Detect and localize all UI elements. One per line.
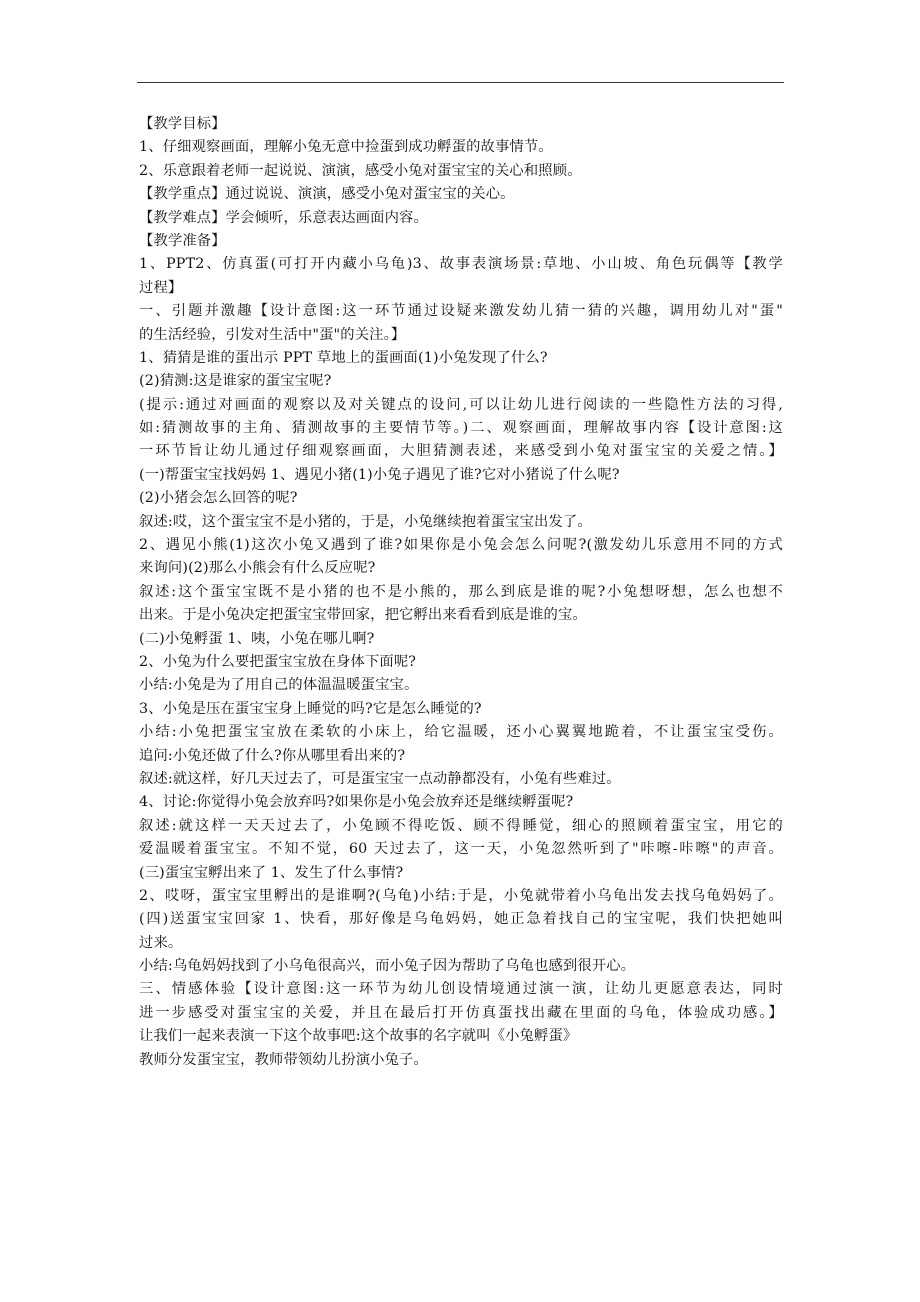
- text-line: (2)小猪会怎么回答的呢?: [139, 490, 298, 507]
- text-line: (提示:通过对画面的观察以及对关键点的设问,可以让幼儿进行阅读的一些隐性方法的习得,: [139, 396, 783, 413]
- text-line: 爱温暖着蛋宝宝。不知不觉，60 天过去了，这一天，小兔忽然听到了"咔嚓-咔嚓"的声音。: [139, 841, 783, 858]
- text-line: 【教学重点】通过说说、演演，感受小兔对蛋宝宝的关心。: [139, 186, 515, 203]
- text-line: 一、引题并激趣【设计意图:这一环节通过设疑来激发幼儿猜一猜的兴趣，调用幼儿对"蛋": [139, 303, 783, 320]
- text-line: (2)猜测:这是谁家的蛋宝宝呢?: [139, 373, 332, 390]
- text-line: 【教学难点】学会倾听，乐意表达画面内容。: [139, 209, 428, 226]
- text-line: 过程】: [139, 279, 183, 296]
- text-line: 小结:乌龟妈妈找到了小乌龟很高兴，而小兔子因为帮助了乌龟也感到很开心。: [139, 958, 636, 975]
- text-line: 的生活经验，引发对生活中"蛋"的关注。】: [139, 326, 406, 343]
- text-line: 小结:小兔把蛋宝宝放在柔软的小床上，给它温暖，还小心翼翼地跪着，不让蛋宝宝受伤。: [139, 724, 783, 741]
- text-line: 三、情感体验【设计意图:这一环节为幼儿创设情境通过演一演，让幼儿更愿意表达，同时: [139, 981, 783, 998]
- document-body: [139, 113, 783, 1072]
- text-line: 1、猜猜是谁的蛋出示 PPT 草地上的蛋画面(1)小兔发现了什么?: [139, 349, 548, 366]
- text-line: (三)蛋宝宝孵出来了 1、发生了什么事情?: [139, 864, 404, 881]
- text-line: 叙述:这个蛋宝宝既不是小猪的也不是小熊的，那么到底是谁的呢?小兔想呀想，怎么也想不: [139, 583, 783, 600]
- text-line: 来询问)(2)那么小熊会有什么反应呢?: [139, 560, 376, 577]
- text-line: 进一步感受对蛋宝宝的关爱，并且在最后打开仿真蛋找出藏在里面的乌龟，体验成功感。】: [139, 1004, 783, 1021]
- text-line: 【教学准备】: [139, 232, 226, 249]
- text-line: 叙述:就这样，好几天过去了，可是蛋宝宝一点动静都没有，小兔有些难过。: [139, 770, 621, 787]
- text-line: 追问:小兔还做了什么?你从哪里看出来的?: [139, 747, 406, 764]
- text-line: 2、哎呀，蛋宝宝里孵出的是谁啊?(乌龟)小结:于是，小兔就带着小乌龟出发去找乌龟妈妈了。: [139, 887, 783, 904]
- text-line: 一环节旨让幼儿通过仔细观察画面，大胆猜测表述，来感受到小兔对蛋宝宝的关爱之情。】: [139, 443, 783, 460]
- text-line: 叙述:就这样一天天过去了，小兔顾不得吃饭、顾不得睡觉，细心的照顾着蛋宝宝，用它的: [139, 817, 783, 834]
- text-line: 出来。于是小兔决定把蛋宝宝带回家，把它孵出来看看到底是谁的宝。: [139, 607, 587, 624]
- text-line: 1、仔细观察画面，理解小兔无意中捡蛋到成功孵蛋的故事情节。: [139, 139, 553, 156]
- text-line: 让我们一起来表演一下这个故事吧:这个故事的名字就叫《小兔孵蛋》: [139, 1028, 578, 1045]
- text-line: 2、乐意跟着老师一起说说、演演，感受小兔对蛋宝宝的关心和照顾。: [139, 162, 582, 179]
- text-line: 如:猜测故事的主角、猜测故事的主要情节等。)二、观察画面，理解故事内容【设计意图:这: [139, 420, 783, 437]
- text-line: 小结:小兔是为了用自己的体温温暖蛋宝宝。: [139, 677, 419, 694]
- text-line: (一)帮蛋宝宝找妈妈 1、遇见小猪(1)小兔子遇见了谁?它对小猪说了什么呢?: [139, 466, 620, 483]
- header-rule: [137, 82, 784, 83]
- text-line: 2、小兔为什么要把蛋宝宝放在身体下面呢?: [139, 653, 417, 670]
- text-line: 教师分发蛋宝宝，教师带领幼儿扮演小兔子。: [139, 1051, 428, 1068]
- text-line: 4、讨论:你觉得小兔会放弃吗?如果你是小兔会放弃还是继续孵蛋呢?: [139, 794, 574, 811]
- text-line: 过来。: [139, 934, 183, 951]
- text-line: (四)送蛋宝宝回家 1、快看，那好像是乌龟妈妈，她正急着找自己的宝宝呢，我们快把她叫: [139, 911, 783, 928]
- text-line: (二)小兔孵蛋 1、咦，小兔在哪儿啊?: [139, 630, 375, 647]
- text-line: 3、小兔是压在蛋宝宝身上睡觉的吗?它是怎么睡觉的?: [139, 700, 482, 717]
- text-line: 1、PPT2、仿真蛋(可打开内藏小乌龟)3、故事表演场景:草地、小山坡、角色玩偶等【教学: [139, 256, 783, 273]
- text-line: 【教学目标】: [139, 116, 226, 132]
- text-line: 叙述:哎，这个蛋宝宝不是小猪的，于是，小兔继续抱着蛋宝宝出发了。: [139, 513, 592, 530]
- text-line: 2、遇见小熊(1)这次小兔又遇到了谁?如果你是小兔会怎么问呢?(激发幼儿乐意用不同的方式: [139, 537, 783, 554]
